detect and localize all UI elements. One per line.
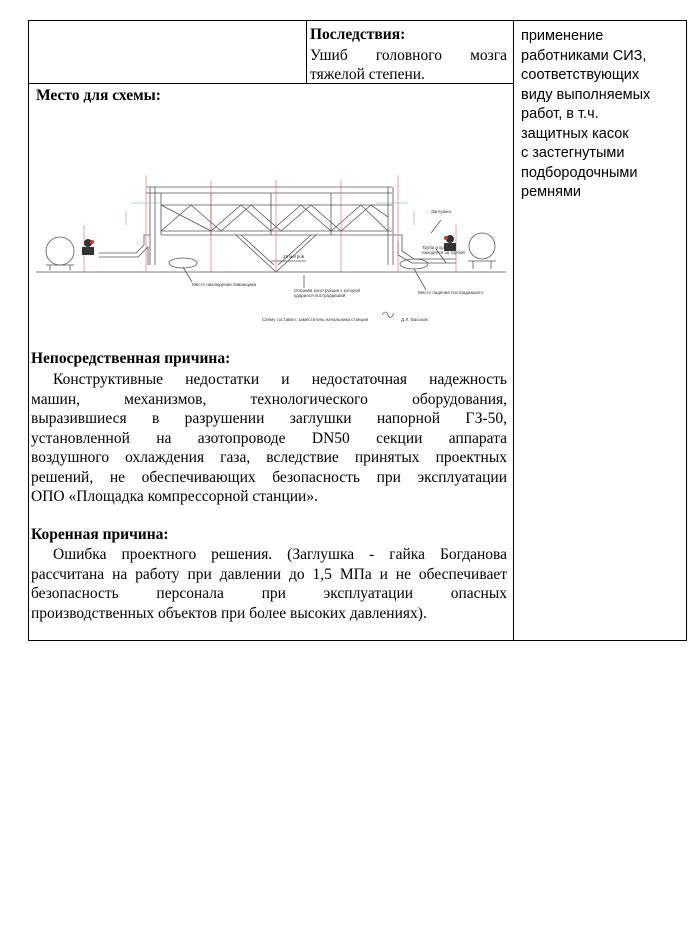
root-cause-heading: Коренная причина: — [31, 526, 169, 543]
measures-text — [521, 27, 681, 203]
column-divider-main — [513, 20, 514, 641]
measures-line: работниками СИЗ, — [521, 47, 647, 64]
root-cause-line: рассчитана на работу при давлении до 1,5 МПа и не обеспечивает — [31, 565, 507, 583]
label-meters: 15 метров — [283, 254, 305, 259]
column-divider-top — [306, 20, 307, 84]
label-pipe-crane: Труба и кран — [422, 245, 449, 250]
root-cause-text — [31, 545, 507, 623]
label-author-name: Д.Л. Васьков — [401, 317, 428, 322]
measures-line: работ, в т.ч. — [521, 106, 599, 122]
label-fitting-place: Место нахождения ливанщика — [192, 282, 257, 287]
consequences-line-1: Ушиб головного мозга — [310, 47, 507, 64]
label-support-2: ударился пострадавший — [294, 293, 346, 298]
scheme-heading: Место для схемы: — [36, 87, 161, 104]
table-border-top — [28, 20, 687, 21]
table-border-bottom — [28, 640, 687, 641]
table-border-left — [28, 20, 29, 641]
direct-cause-text — [31, 370, 507, 507]
measures-line: подбородочными — [521, 164, 638, 181]
direct-cause-line: Конструктивные недостатки и недостаточная надежность — [53, 371, 507, 388]
measures-line: применение — [521, 28, 604, 44]
direct-cause-heading: Непосредственная причина: — [31, 350, 231, 367]
label-plug: Заглушка — [431, 209, 451, 214]
direct-cause-line: воздушного охлаждения газа, вследствие принятых проектных — [31, 449, 507, 466]
direct-cause-line: выразившиеся в разрушении заглушки напорной ГЗ-50, — [31, 410, 507, 427]
label-fall-place: Место падения пострадавшего — [418, 290, 484, 295]
measures-line: с застегнутыми — [521, 145, 625, 161]
label-pipe-crane-2: находятся за трубой — [422, 250, 465, 255]
root-cause-line: Ошибка проектного решения. (Заглушка - гайка Богданова — [53, 546, 507, 563]
consequences-line-2: тяжелой степени. — [310, 66, 425, 83]
table-border-right — [686, 20, 687, 641]
direct-cause-line: ОПО «Площадка компрессорной станции». — [31, 488, 318, 505]
row-divider — [28, 83, 514, 84]
direct-cause-line: машин, механизмов, технологического оборудования, — [31, 390, 507, 408]
measures-line: виду выполняемых — [521, 86, 651, 103]
root-cause-line: производственных объектов при более высоких давлениях). — [31, 604, 427, 622]
label-author: Схему составил: заместитель начальника станции — [262, 317, 369, 322]
consequences-heading: Последствия: — [310, 26, 406, 43]
measures-line: ремнями — [521, 184, 582, 200]
measures-line: соответствующих — [521, 67, 640, 83]
direct-cause-line: решений, не обеспечивающих безопасность при эксплуатации — [31, 468, 507, 486]
incident-scheme-drawing — [36, 165, 506, 327]
direct-cause-line: установленной на азотопроводе DN50 секции аппарата — [31, 429, 507, 447]
measures-line: защитных касок — [521, 125, 629, 142]
root-cause-line: безопасность персонала при эксплуатации опасных — [31, 585, 507, 602]
label-support: Опорная конструкция к которой — [294, 288, 361, 293]
